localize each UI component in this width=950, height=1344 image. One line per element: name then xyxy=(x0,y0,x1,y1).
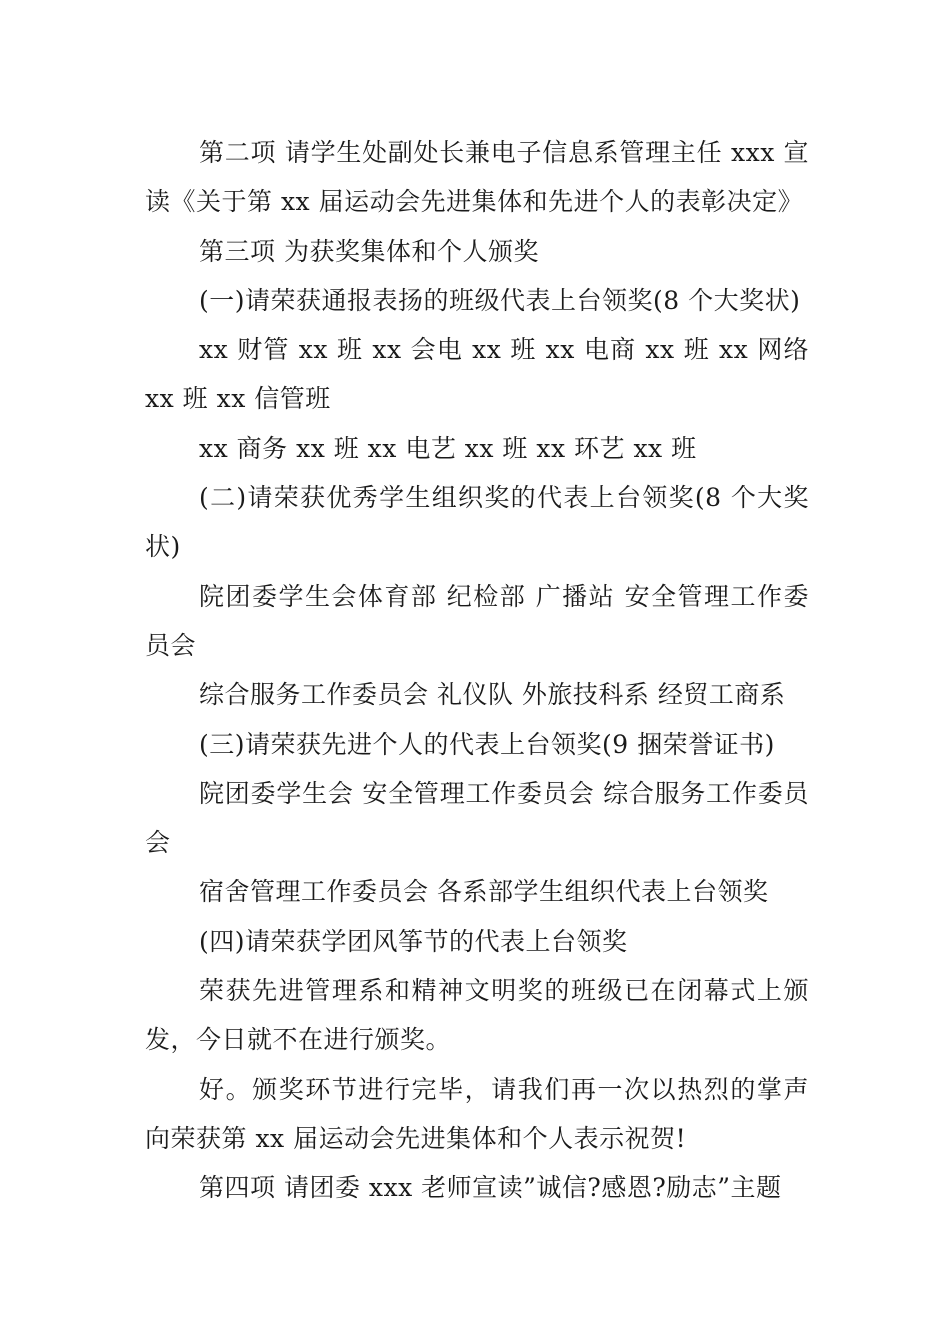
paragraph-org-list-2: 综合服务工作委员会 礼仪队 外旅技科系 经贸工商系 xyxy=(199,680,786,710)
paragraph-award-4: (四)请荣获学团风筝节的代表上台领奖 xyxy=(199,926,628,956)
paragraph-individual-list-2: 宿舍管理工作委员会 各系部学生组织代表上台领奖 xyxy=(199,877,769,907)
paragraph-item-3: 第三项 为获奖集体和个人颁奖 xyxy=(199,236,539,266)
document-body xyxy=(145,128,809,1213)
paragraph-award-3: (三)请荣获先进个人的代表上台领奖(9 捆荣誉证书) xyxy=(199,729,775,759)
paragraph-item-4: 第四项 请团委 xxx 老师宣读”诚信?感恩?励志”主题 xyxy=(199,1173,782,1203)
paragraph-congratulations: 好。颁奖环节进行完毕，请我们再一次以热烈的掌声向荣获第 xx 届运动会先进集体和个人表示祝贺! xyxy=(145,1074,809,1153)
paragraph-note: 荣获先进管理系和精神文明奖的班级已在闭幕式上颁发，今日就不在进行颁奖。 xyxy=(145,976,809,1055)
paragraph-class-list-1: xx 财管 xx 班 xx 会电 xx 班 xx 电商 xx 班 xx 网络 xx 班 xx 信管班 xyxy=(145,335,809,414)
paragraph-org-list-1: 院团委学生会体育部 纪检部 广播站 安全管理工作委员会 xyxy=(145,581,809,660)
paragraph-class-list-2: xx 商务 xx 班 xx 电艺 xx 班 xx 环艺 xx 班 xyxy=(199,433,697,463)
paragraph-award-2: (二)请荣获优秀学生组织奖的代表上台领奖(8 个大奖状) xyxy=(145,483,809,562)
paragraph-award-1: (一)请荣获通报表扬的班级代表上台领奖(8 个大奖状) xyxy=(199,285,801,315)
paragraph-individual-list-1: 院团委学生会 安全管理工作委员会 综合服务工作委员会 xyxy=(145,778,809,858)
paragraph-item-2: 第二项 请学生处副处长兼电子信息系管理主任 xxx 宣读《关于第 xx 届运动会先进集体和先进个人的表彰决定》 xyxy=(145,138,809,217)
